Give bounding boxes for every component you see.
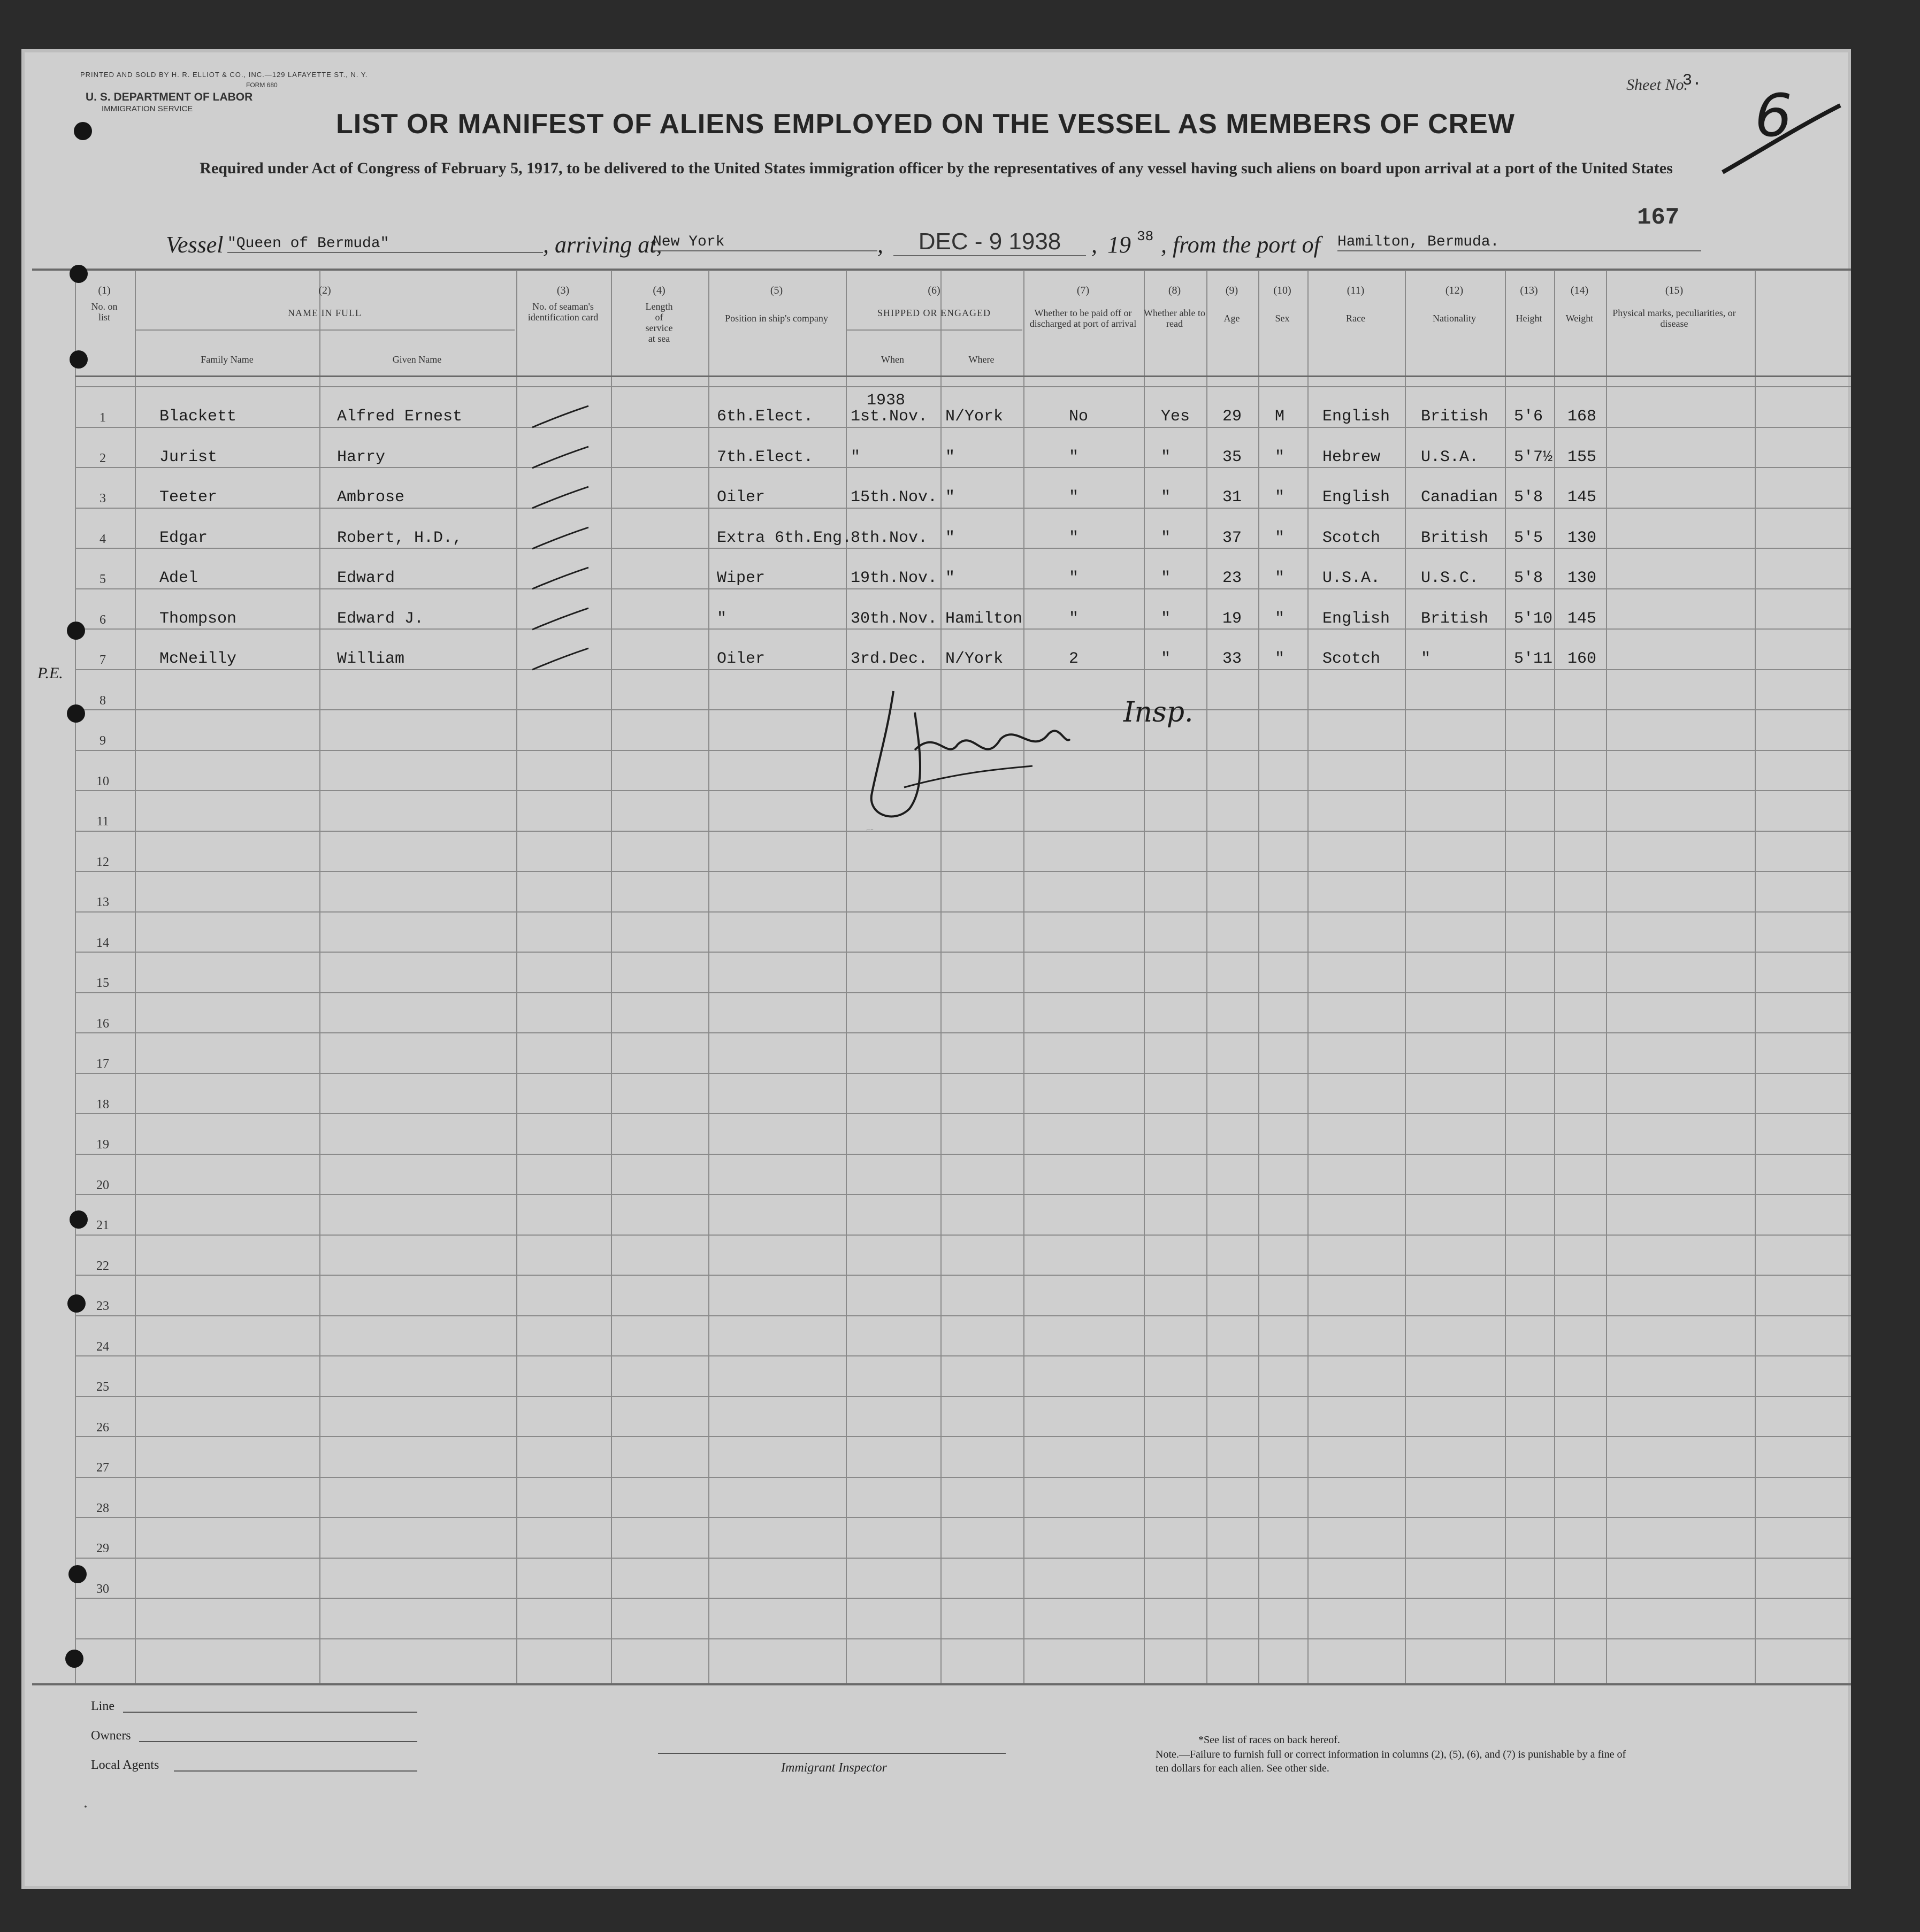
height-cell: 5'8: [1514, 488, 1543, 507]
penalty-note: Note.—Failure to furnish full or correct information in columns (2), (5), (6), and (7) is punishable by a fine of ten dollars for each alien. See other side.: [1156, 1749, 1626, 1774]
row-number: 27: [96, 1461, 109, 1475]
sex-cell: M: [1275, 408, 1285, 426]
table-row-rule: [75, 548, 1851, 549]
sex-cell: ": [1275, 448, 1285, 466]
row-number: 7: [100, 653, 106, 667]
paid-off-cell: ": [1069, 569, 1079, 587]
table-row-rule: [846, 329, 1022, 331]
position-cell: Extra 6th.Eng.: [717, 529, 852, 547]
table-column-rule: [75, 271, 76, 1683]
paid-off-cell: ": [1069, 529, 1079, 547]
weight-cell: 168: [1567, 408, 1597, 426]
height-cell: 5'6: [1514, 408, 1543, 426]
weight-cell: 130: [1567, 569, 1597, 587]
nationality-cell: British: [1421, 529, 1489, 547]
shipped-when-cell: 8th.Nov.: [851, 529, 928, 547]
height-cell: 5'10: [1514, 610, 1553, 628]
given-name-header: Given Name: [392, 354, 442, 365]
id-card-check-mark: [530, 605, 594, 632]
shipped-where-cell: ": [945, 488, 955, 507]
table-row-rule: [75, 1032, 1851, 1033]
row-number: 2: [100, 451, 106, 465]
binder-hole: [68, 1565, 87, 1583]
row-number: 23: [96, 1299, 109, 1313]
sheet-number-label: Sheet No.: [1626, 76, 1688, 94]
table-row-rule: [75, 669, 1851, 670]
age-cell: 31: [1222, 488, 1242, 507]
department-label: U. S. DEPARTMENT OF LABOR: [86, 91, 253, 103]
from-port: Hamilton, Bermuda.: [1337, 234, 1701, 251]
family-name-cell: Blackett: [159, 408, 237, 426]
able-to-read-cell: ": [1161, 448, 1171, 466]
row-number: 5: [100, 572, 106, 586]
shipped-where-cell: ": [945, 529, 955, 547]
when-header: When: [881, 354, 904, 365]
row-number: 22: [96, 1259, 109, 1273]
able-to-read-cell: ": [1161, 650, 1171, 668]
table-row-rule: [75, 588, 1851, 589]
table-row-rule: [32, 1683, 1851, 1685]
family-name-cell: Adel: [159, 569, 198, 587]
id-card-check-mark: [530, 484, 594, 511]
owners-field: [139, 1741, 417, 1742]
row-number: 3: [100, 492, 106, 505]
table-row-rule: [75, 386, 1851, 387]
comma: ,: [877, 232, 883, 258]
handwritten-sheet-number: 6: [1755, 81, 1792, 150]
table-column-rule: [1144, 271, 1145, 1683]
row-number: 21: [96, 1218, 109, 1232]
table-column-rule: [940, 271, 942, 1683]
table-row-rule: [75, 1638, 1851, 1639]
shipped-where-cell: ": [945, 448, 955, 466]
col4-header: (4) Length of service at sea: [645, 285, 673, 344]
row-number: 14: [96, 936, 109, 950]
page-title: LIST OR MANIFEST OF ALIENS EMPLOYED ON THE VESSEL AS MEMBERS OF CREW: [336, 109, 1515, 140]
binder-hole: [65, 1650, 83, 1668]
binder-hole: [70, 265, 88, 283]
race-cell: Hebrew: [1322, 448, 1381, 466]
weight-cell: 145: [1567, 488, 1597, 507]
shipped-when-cell: 3rd.Dec.: [851, 650, 928, 668]
height-cell: 5'11: [1514, 650, 1553, 668]
row-number: 19: [96, 1138, 109, 1152]
row-number: 24: [96, 1340, 109, 1354]
col11-header: (11) Race: [1346, 285, 1365, 324]
able-to-read-cell: Yes: [1161, 408, 1190, 426]
given-name-cell: Edward J.: [337, 610, 424, 628]
family-name-cell: Edgar: [159, 529, 208, 547]
age-cell: 33: [1222, 650, 1242, 668]
inspector-label: Immigrant Inspector: [781, 1761, 887, 1775]
table-column-rule: [1405, 271, 1406, 1683]
able-to-read-cell: ": [1161, 610, 1171, 628]
table-column-rule: [1307, 271, 1309, 1683]
col2-header: (2) NAME IN FULL: [288, 285, 362, 318]
signature-suffix: Insp.: [1123, 696, 1194, 729]
family-name-cell: Jurist: [159, 448, 218, 466]
position-cell: 7th.Elect.: [717, 448, 814, 466]
table-row-rule: [75, 1235, 1851, 1236]
table-row-rule: [75, 628, 1851, 630]
position-cell: Oiler: [717, 488, 766, 507]
row-number: 20: [96, 1178, 109, 1192]
union-mark: ●: [84, 1804, 87, 1809]
table-row-rule: [75, 1194, 1851, 1195]
race-cell: English: [1322, 408, 1390, 426]
table-row-rule: [75, 508, 1851, 509]
row-number: 16: [96, 1017, 109, 1031]
table-row-rule: [135, 329, 515, 331]
given-name-cell: Harry: [337, 448, 386, 466]
vessel-name: "Queen of Bermuda": [227, 235, 543, 253]
table-row-rule: [75, 1436, 1851, 1437]
weight-cell: 160: [1567, 650, 1597, 668]
weight-cell: 145: [1567, 610, 1597, 628]
year-prefix-comma: ,: [1091, 232, 1097, 258]
row-number: 4: [100, 532, 106, 546]
table-column-rule: [516, 271, 517, 1683]
given-name-cell: Robert, H.D.,: [337, 529, 463, 547]
row-number: 17: [96, 1057, 109, 1071]
table-column-rule: [1505, 271, 1506, 1683]
stamp-number: 167: [1637, 204, 1680, 231]
family-name-cell: Teeter: [159, 488, 218, 507]
inspector-signature-line: [658, 1753, 1006, 1754]
id-card-check-mark: [530, 565, 594, 592]
position-cell: 6th.Elect.: [717, 408, 814, 426]
inspector-signature: [856, 680, 1134, 835]
row-number: 29: [96, 1542, 109, 1555]
paid-off-cell: No: [1069, 408, 1089, 426]
given-name-cell: William: [337, 650, 405, 668]
row-number: 28: [96, 1501, 109, 1515]
age-cell: 19: [1222, 610, 1242, 628]
race-cell: Scotch: [1322, 529, 1381, 547]
table-row-rule: [75, 427, 1851, 428]
table-column-rule: [846, 271, 847, 1683]
paid-off-cell: ": [1069, 610, 1079, 628]
col13-header: (13) Height: [1516, 285, 1542, 324]
sex-cell: ": [1275, 610, 1285, 628]
row-number: 1: [100, 411, 106, 425]
weight-cell: 130: [1567, 529, 1597, 547]
races-note: *See list of races on back hereof.: [1198, 1734, 1340, 1746]
shipped-when-cell: 19th.Nov.: [851, 569, 938, 587]
year-suffix: 38: [1137, 228, 1154, 244]
printer-credit: PRINTED AND SOLD BY H. R. ELLIOT & CO., INC.—129 LAFAYETTE ST., N. Y.: [80, 71, 368, 79]
row-number: 6: [100, 613, 106, 627]
binder-hole: [67, 704, 85, 723]
row-number: 8: [100, 694, 106, 708]
binder-hole: [67, 622, 85, 640]
row-number: 9: [100, 734, 106, 748]
col9-header: (9) Age: [1223, 285, 1240, 324]
table-row-rule: [75, 1598, 1851, 1599]
age-cell: 29: [1222, 408, 1242, 426]
shipped-where-cell: N/York: [945, 650, 1004, 668]
table-column-rule: [1606, 271, 1607, 1683]
row-number: 25: [96, 1380, 109, 1394]
vessel-label: Vessel: [166, 232, 224, 258]
local-agents-field: [174, 1770, 417, 1772]
id-card-check-mark: [530, 444, 594, 471]
table-row-rule: [75, 1355, 1851, 1356]
race-cell: English: [1322, 610, 1390, 628]
race-cell: U.S.A.: [1322, 569, 1381, 587]
date-stamp: DEC - 9 1938: [893, 228, 1086, 256]
col5-header: (5) Position in ship's company: [725, 285, 828, 324]
table-column-rule: [708, 271, 709, 1683]
binder-hole: [74, 122, 92, 140]
sex-cell: ": [1275, 529, 1285, 547]
family-name-cell: Thompson: [159, 610, 237, 628]
nationality-cell: Canadian: [1421, 488, 1498, 507]
nationality-cell: U.S.C.: [1421, 569, 1479, 587]
col10-header: (10) Sex: [1273, 285, 1291, 324]
table-row-rule: [75, 1315, 1851, 1316]
row-number: 11: [96, 815, 109, 829]
shipped-when-cell: 1st.Nov.: [851, 408, 928, 426]
table-column-rule: [1258, 271, 1259, 1683]
table-column-rule: [135, 271, 136, 1683]
able-to-read-cell: ": [1161, 488, 1171, 507]
service-label: IMMIGRATION SERVICE: [102, 104, 193, 113]
signature-text: John A. Wall: [867, 830, 874, 831]
row-number: 13: [96, 895, 109, 909]
year-note: 1938: [867, 392, 906, 410]
col1-header: (1) No. on list: [91, 285, 118, 323]
from-port-label: , from the port of: [1161, 232, 1320, 258]
table-row-rule: [75, 952, 1851, 953]
id-card-check-mark: [530, 525, 594, 551]
race-cell: English: [1322, 488, 1390, 507]
row-number: 15: [96, 976, 109, 990]
col12-header: (12) Nationality: [1433, 285, 1476, 324]
table-row-rule: [75, 1477, 1851, 1478]
height-cell: 5'8: [1514, 569, 1543, 587]
shipped-where-cell: Hamilton: [945, 610, 1023, 628]
shipped-where-cell: ": [945, 569, 955, 587]
table-row-rule: [75, 1396, 1851, 1397]
binder-hole: [70, 350, 88, 369]
position-cell: Wiper: [717, 569, 766, 587]
sheet-number-value: 3.: [1682, 72, 1702, 90]
row-number: 12: [96, 855, 109, 869]
table-row-rule: [75, 1275, 1851, 1276]
sex-cell: ": [1275, 650, 1285, 668]
arriving-label: , arriving at,: [543, 232, 662, 258]
table-column-rule: [1023, 271, 1024, 1683]
row-number: 18: [96, 1098, 109, 1111]
age-cell: 35: [1222, 448, 1242, 466]
table-row-rule: [75, 1113, 1851, 1114]
given-name-cell: Ambrose: [337, 488, 405, 507]
sex-cell: ": [1275, 569, 1285, 587]
given-name-cell: Alfred Ernest: [337, 408, 463, 426]
binder-hole: [67, 1294, 86, 1313]
arriving-port: New York: [653, 234, 877, 251]
table-column-rule: [319, 271, 320, 1683]
family-name-cell: McNeilly: [159, 650, 237, 668]
binder-hole: [70, 1210, 88, 1229]
form-number: FORM 680: [246, 81, 278, 89]
height-cell: 5'5: [1514, 529, 1543, 547]
col6-header: (6) SHIPPED OR ENGAGED: [877, 285, 991, 318]
local-agents-label: Local Agents: [91, 1758, 159, 1772]
table-row-rule: [75, 1154, 1851, 1155]
weight-cell: 155: [1567, 448, 1597, 466]
sex-cell: ": [1275, 488, 1285, 507]
able-to-read-cell: ": [1161, 569, 1171, 587]
position-cell: ": [717, 610, 727, 628]
height-cell: 5'7½: [1514, 448, 1553, 466]
race-cell: Scotch: [1322, 650, 1381, 668]
year-prefix: 19: [1107, 232, 1131, 258]
shipped-where-cell: N/York: [945, 408, 1004, 426]
table-column-rule: [1755, 271, 1756, 1683]
paid-off-cell: 2: [1069, 650, 1079, 668]
table-row-rule: [75, 467, 1851, 468]
owners-label: Owners: [91, 1729, 131, 1743]
row-number: 30: [96, 1582, 109, 1596]
col7-header: (7) Whether to be paid off or discharged at port of arrival: [1029, 285, 1137, 329]
table-row-rule: [75, 375, 1851, 377]
shipped-when-cell: 30th.Nov.: [851, 610, 938, 628]
able-to-read-cell: ": [1161, 529, 1171, 547]
id-card-check-mark: [530, 403, 594, 430]
nationality-cell: ": [1421, 650, 1431, 668]
nationality-cell: British: [1421, 610, 1489, 628]
line-label: Line: [91, 1699, 114, 1713]
manifest-sheet: [21, 49, 1851, 1889]
col8-header: (8) Whether able to read: [1144, 285, 1205, 329]
paid-off-cell: ": [1069, 448, 1079, 466]
margin-note: P.E.: [37, 664, 63, 682]
age-cell: 23: [1222, 569, 1242, 587]
row-number: 10: [96, 775, 109, 788]
nationality-cell: U.S.A.: [1421, 448, 1479, 466]
paid-off-cell: ": [1069, 488, 1079, 507]
where-header: Where: [968, 354, 995, 365]
col14-header: (14) Weight: [1565, 285, 1594, 324]
shipped-when-cell: ": [851, 448, 861, 466]
table-row-rule: [75, 871, 1851, 872]
table-row-rule: [75, 1073, 1851, 1074]
line-field: [123, 1712, 417, 1713]
table-row-rule: [75, 911, 1851, 913]
col3-header: (3) No. of seaman's identification card: [527, 285, 599, 323]
table-row-rule: [75, 1558, 1851, 1559]
position-cell: Oiler: [717, 650, 766, 668]
table-column-rule: [611, 271, 612, 1683]
given-name-cell: Edward: [337, 569, 395, 587]
family-name-header: Family Name: [201, 354, 254, 365]
table-column-rule: [1554, 271, 1555, 1683]
page-subtitle: Required under Act of Congress of February 5, 1917, to be delivered to the United States immigration officer by the representatives of any vessel having such aliens on board upon arrival at a port of the United States: [200, 159, 1673, 177]
table-row-rule: [75, 1517, 1851, 1518]
table-row-rule: [75, 992, 1851, 993]
shipped-when-cell: 15th.Nov.: [851, 488, 938, 507]
age-cell: 37: [1222, 529, 1242, 547]
id-card-check-mark: [530, 646, 594, 672]
col15-header: (15) Physical marks, peculiarities, or disease: [1612, 285, 1736, 329]
table-row-rule: [32, 269, 1851, 271]
table-column-rule: [1206, 271, 1207, 1683]
nationality-cell: British: [1421, 408, 1489, 426]
row-number: 26: [96, 1421, 109, 1435]
